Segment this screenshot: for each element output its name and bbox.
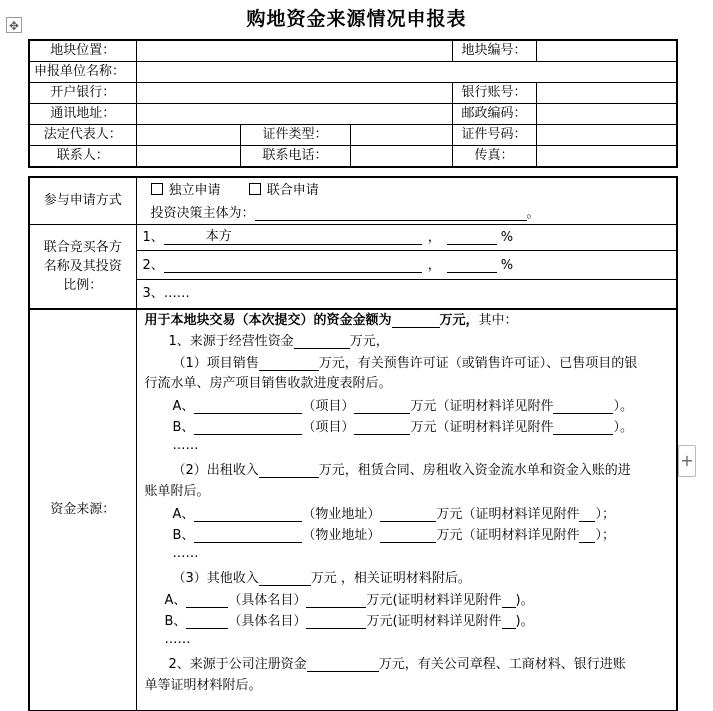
total-amount-field[interactable] bbox=[392, 313, 440, 328]
funds-label: 资金来源： bbox=[29, 309, 136, 711]
plot-location-label: 地块位置： bbox=[29, 40, 136, 62]
rent-a-name[interactable] bbox=[194, 507, 302, 522]
rent-a-label: A、 bbox=[172, 507, 195, 522]
plot-number-field[interactable] bbox=[536, 40, 677, 62]
applicant-name-field[interactable] bbox=[136, 62, 677, 83]
other-item-b bbox=[165, 614, 534, 629]
sales-line bbox=[173, 356, 638, 371]
id-type-field[interactable] bbox=[350, 125, 452, 146]
sales-b-amount[interactable] bbox=[354, 420, 410, 435]
rent-amount[interactable] bbox=[259, 463, 319, 478]
proof-open-a: （证明材料详见附件 bbox=[436, 399, 554, 414]
wan-b: 万元 bbox=[410, 420, 437, 435]
plot-number-label: 地块编号： bbox=[452, 40, 536, 62]
funds-cell bbox=[136, 309, 677, 711]
address-field[interactable] bbox=[136, 104, 452, 125]
joint-row1-ratio[interactable] bbox=[447, 230, 497, 245]
contact-label: 联系人： bbox=[29, 146, 136, 168]
sales-item-b bbox=[173, 420, 633, 435]
detail-tag-b: （具体名目） bbox=[228, 614, 307, 629]
self-party-text: 本方 bbox=[205, 229, 232, 244]
rent-desc2: 账单附后。 bbox=[144, 484, 210, 499]
address-label: 通讯地址： bbox=[29, 104, 136, 125]
other-desc: 万元 ，相关证明材料附后。 bbox=[310, 571, 471, 586]
joint-row1-pct: % bbox=[500, 230, 514, 245]
rent-a-amount[interactable] bbox=[380, 507, 436, 522]
independent-checkbox[interactable] bbox=[151, 183, 163, 195]
joint-label-line1: 联合竞买各方 bbox=[43, 240, 122, 255]
proof3-close-b: )。 bbox=[515, 614, 534, 629]
proof-close-a: ）。 bbox=[613, 399, 633, 414]
joint-checkbox[interactable] bbox=[249, 183, 261, 195]
other-b-name[interactable] bbox=[186, 614, 228, 629]
proof2-open-a: （证明材料详见附件 bbox=[462, 507, 580, 522]
phone-label: 联系电话： bbox=[240, 146, 350, 168]
joint-bidders-label bbox=[29, 225, 136, 310]
rent-ellipsis: …… bbox=[172, 546, 199, 561]
decision-maker-label: 投资决策主体为： bbox=[150, 206, 255, 221]
sales-amount[interactable] bbox=[259, 356, 319, 371]
account-label: 银行账号： bbox=[452, 83, 536, 104]
item-a-label: A、 bbox=[172, 399, 195, 414]
decision-maker-field[interactable] bbox=[255, 206, 527, 221]
rent-wan-a: 万元 bbox=[436, 507, 463, 522]
sales-desc: 万元，有关预售许可证（或销售许可证）、已售项目的银 bbox=[318, 356, 638, 371]
other-wan-a: 万元 bbox=[366, 593, 393, 608]
postcode-label: 邮政编码： bbox=[452, 104, 536, 125]
property-tag-a: （物业地址） bbox=[302, 507, 381, 522]
joint-row-2 bbox=[136, 251, 677, 280]
joint-row2-name[interactable] bbox=[164, 258, 422, 273]
sales-b-name[interactable] bbox=[194, 420, 302, 435]
item-b-label: B、 bbox=[172, 420, 195, 435]
sales-a-name[interactable] bbox=[194, 399, 302, 414]
sales-a-attachment[interactable] bbox=[553, 399, 613, 414]
detail-tag-a: （具体名目） bbox=[228, 593, 307, 608]
funding-table bbox=[28, 176, 678, 711]
sales-item-a bbox=[173, 399, 633, 414]
rent-b-name[interactable] bbox=[194, 528, 302, 543]
proof-open-b: （证明材料详见附件 bbox=[436, 420, 554, 435]
funds-heading-tail: 其中： bbox=[478, 313, 518, 328]
property-tag-b: （物业地址） bbox=[302, 528, 381, 543]
sales-desc2: 行流水单、房产项目销售收款进度表附后。 bbox=[144, 376, 392, 391]
other-amount[interactable] bbox=[259, 571, 311, 586]
joint-row-1 bbox=[136, 225, 677, 251]
table-move-handle[interactable]: ✥ bbox=[6, 17, 22, 33]
source2-text: 2、来源于公司注册资金 bbox=[168, 657, 307, 672]
joint-label: 联合申请 bbox=[266, 183, 319, 198]
proof2-close-b: ）； bbox=[595, 528, 615, 543]
source1-text: 1、来源于经营性资金 bbox=[168, 334, 294, 349]
proof3-close-a: )。 bbox=[515, 593, 534, 608]
postcode-field[interactable] bbox=[536, 104, 677, 125]
rent-a-attachment[interactable] bbox=[579, 507, 595, 522]
rent-b-label: B、 bbox=[172, 528, 195, 543]
other-a-label: A、 bbox=[164, 593, 187, 608]
funds-heading bbox=[145, 313, 518, 328]
account-field[interactable] bbox=[536, 83, 677, 104]
joint-label-line2: 名称及其投资 bbox=[43, 259, 122, 274]
bank-label: 开户银行： bbox=[29, 83, 136, 104]
source2-amount[interactable] bbox=[307, 657, 379, 672]
legal-rep-field[interactable] bbox=[136, 125, 240, 146]
fax-label: 传真： bbox=[452, 146, 536, 168]
rent-wan-b: 万元 bbox=[436, 528, 463, 543]
method-cell bbox=[136, 177, 677, 225]
source1-unit: 万元， bbox=[349, 334, 389, 349]
other-line bbox=[173, 571, 471, 586]
plot-location-field[interactable] bbox=[136, 40, 452, 62]
proof-close-b: ）。 bbox=[613, 420, 633, 435]
proof2-close-a: ）； bbox=[595, 507, 615, 522]
rent-item-b bbox=[173, 528, 615, 543]
add-row-plus-icon[interactable]: + bbox=[678, 445, 696, 477]
joint-row1-name[interactable] bbox=[164, 230, 422, 245]
decision-period: 。 bbox=[526, 206, 540, 221]
other-b-attachment[interactable] bbox=[502, 614, 516, 629]
funds-heading-text: 用于本地块交易（本次提交）的资金金额为 bbox=[144, 313, 392, 328]
joint-row-3: 3、…… bbox=[136, 280, 677, 310]
other-text: （3）其他收入 bbox=[172, 571, 259, 586]
sales-a-amount[interactable] bbox=[354, 399, 410, 414]
joint-row2-pct: % bbox=[500, 257, 514, 273]
source1-amount[interactable] bbox=[294, 334, 350, 349]
other-wan-b: 万元 bbox=[366, 614, 393, 629]
funds-heading-unit: 万元， bbox=[439, 313, 479, 328]
contact-field[interactable] bbox=[136, 146, 240, 168]
other-item-a bbox=[165, 593, 534, 608]
sales-text: （1）项目销售 bbox=[172, 356, 259, 371]
id-number-label: 证件号码： bbox=[452, 125, 536, 146]
joint-row2-ratio[interactable] bbox=[447, 258, 497, 273]
joint-row1-num: 1、 bbox=[142, 230, 164, 245]
source2-desc2: 单等证明材料附后。 bbox=[144, 678, 262, 693]
proof3-open-b: (证明材料详见附件 bbox=[392, 614, 502, 629]
joint-row2-num: 2、 bbox=[142, 257, 164, 273]
method-label: 参与申请方式 bbox=[29, 177, 136, 225]
source2-line bbox=[169, 657, 626, 672]
joint-row2-comma: ， bbox=[427, 257, 441, 273]
other-ellipsis: …… bbox=[164, 632, 191, 647]
sales-ellipsis: …… bbox=[172, 438, 199, 453]
other-a-amount[interactable] bbox=[306, 593, 366, 608]
rent-b-attachment[interactable] bbox=[579, 528, 595, 543]
wan-a: 万元 bbox=[410, 399, 437, 414]
rent-desc: 万元，租赁合同、房租收入资金流水单和资金入账的进 bbox=[318, 463, 631, 478]
rent-item-a bbox=[173, 507, 615, 522]
id-number-field[interactable] bbox=[536, 125, 677, 146]
bank-field[interactable] bbox=[136, 83, 452, 104]
other-b-amount[interactable] bbox=[306, 614, 366, 629]
sales-b-attachment[interactable] bbox=[553, 420, 613, 435]
other-a-attachment[interactable] bbox=[502, 593, 516, 608]
basic-info-table bbox=[28, 39, 678, 168]
rent-text: （2）出租收入 bbox=[172, 463, 259, 478]
legal-rep-label: 法定代表人： bbox=[29, 125, 136, 146]
phone-field[interactable] bbox=[350, 146, 452, 168]
other-b-label: B、 bbox=[164, 614, 187, 629]
form-title: 购地资金来源情况申报表 bbox=[246, 8, 467, 30]
proof2-open-b: （证明材料详见附件 bbox=[462, 528, 580, 543]
id-type-label: 证件类型： bbox=[240, 125, 350, 146]
project-tag-b: （项目） bbox=[302, 420, 355, 435]
source1-line bbox=[169, 334, 389, 349]
project-tag-a: （项目） bbox=[302, 399, 355, 414]
source2-desc: 万元，有关公司章程、工商材料、银行进账 bbox=[378, 657, 626, 672]
rent-line bbox=[173, 463, 631, 478]
other-a-name[interactable] bbox=[186, 593, 228, 608]
joint-label-line3: 比例： bbox=[63, 278, 103, 293]
rent-b-amount[interactable] bbox=[380, 528, 436, 543]
independent-label: 独立申请 bbox=[168, 183, 221, 198]
fax-field[interactable] bbox=[536, 146, 677, 168]
proof3-open-a: (证明材料详见附件 bbox=[392, 593, 502, 608]
applicant-name-label: 申报单位名称： bbox=[29, 62, 136, 83]
joint-row1-comma: ， bbox=[427, 230, 441, 245]
